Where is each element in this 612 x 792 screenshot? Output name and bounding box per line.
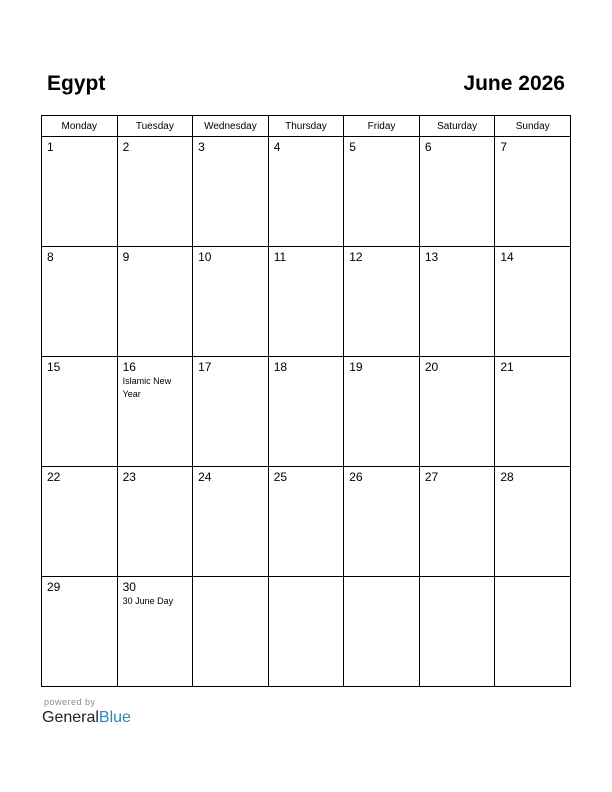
day-number: 6 <box>424 140 432 154</box>
day-cell <box>193 357 269 467</box>
day-number: 14 <box>500 250 514 264</box>
country-title: Egypt <box>47 72 106 95</box>
day-cell <box>268 467 344 577</box>
day-number: 5 <box>349 140 356 154</box>
day-cell <box>42 577 118 687</box>
day-number: 10 <box>198 250 212 264</box>
weekday-tuesday: Tuesday <box>117 116 193 137</box>
day-number: 24 <box>198 470 212 484</box>
generalblue-logo <box>42 707 131 729</box>
day-number: 8 <box>47 250 54 264</box>
day-cell <box>117 357 193 467</box>
holiday-label: 30 June Day <box>122 596 174 606</box>
week-row-4 <box>42 467 571 577</box>
empty-day-cell <box>495 577 571 687</box>
powered-by-text: powered by <box>44 697 96 707</box>
day-cell <box>495 247 571 357</box>
day-number: 4 <box>273 140 281 154</box>
day-cell <box>495 467 571 577</box>
day-number: 27 <box>424 470 439 484</box>
week-row-5 <box>42 577 571 687</box>
day-number: 16 <box>122 360 136 374</box>
day-number: 26 <box>349 470 363 484</box>
day-cell <box>344 137 420 247</box>
empty-day-cell <box>419 577 495 687</box>
weekday-saturday: Saturday <box>419 116 495 137</box>
day-cell <box>419 247 495 357</box>
week-row-3 <box>42 357 571 467</box>
day-cell <box>419 467 495 577</box>
day-number: 21 <box>500 360 514 374</box>
day-number: 1 <box>47 140 54 154</box>
empty-day-cell <box>193 577 269 687</box>
day-cell <box>419 137 495 247</box>
day-cell <box>42 247 118 357</box>
day-cell <box>117 247 193 357</box>
day-number: 28 <box>500 470 514 484</box>
day-cell <box>42 357 118 467</box>
day-cell <box>42 467 118 577</box>
day-cell <box>495 357 571 467</box>
holiday-label: Islamic New Year <box>122 376 172 399</box>
day-cell <box>419 357 495 467</box>
day-number: 18 <box>273 360 288 374</box>
week-row-1 <box>42 137 571 247</box>
day-number: 19 <box>349 360 363 374</box>
day-cell <box>117 467 193 577</box>
day-number: 12 <box>349 250 363 264</box>
day-cell <box>495 137 571 247</box>
day-number: 7 <box>500 140 508 154</box>
day-number: 13 <box>424 250 439 264</box>
day-number: 30 <box>122 580 136 594</box>
weekday-header-row <box>42 116 571 137</box>
day-cell <box>268 357 344 467</box>
day-cell <box>344 247 420 357</box>
empty-day-cell <box>268 577 344 687</box>
weekday-sunday: Sunday <box>495 116 571 137</box>
day-cell <box>42 137 118 247</box>
day-number: 20 <box>424 360 439 374</box>
weekday-thursday: Thursday <box>268 116 344 137</box>
day-number: 11 <box>273 250 287 264</box>
brand-blue: Blue <box>98 709 131 726</box>
weekday-wednesday: Wednesday <box>193 116 269 137</box>
day-cell <box>193 247 269 357</box>
month-year-title: June 2026 <box>463 72 565 95</box>
day-cell <box>268 247 344 357</box>
day-number: 2 <box>122 140 130 154</box>
day-number: 9 <box>122 250 130 264</box>
day-number: 22 <box>47 470 61 484</box>
weekday-friday: Friday <box>344 116 420 137</box>
day-cell <box>344 467 420 577</box>
empty-day-cell <box>344 577 420 687</box>
brand-general: General <box>42 709 99 726</box>
day-number: 29 <box>47 580 61 594</box>
day-number: 23 <box>122 470 136 484</box>
day-cell <box>193 137 269 247</box>
day-number: 17 <box>198 360 212 374</box>
day-cell <box>117 577 193 687</box>
calendar-grid <box>41 115 571 687</box>
weekday-monday: Monday <box>42 116 118 137</box>
day-cell <box>193 467 269 577</box>
day-number: 15 <box>47 360 61 374</box>
week-row-2 <box>42 247 571 357</box>
day-cell <box>344 357 420 467</box>
day-cell <box>268 137 344 247</box>
day-number: 3 <box>198 140 205 154</box>
day-number: 25 <box>273 470 288 484</box>
day-cell <box>117 137 193 247</box>
